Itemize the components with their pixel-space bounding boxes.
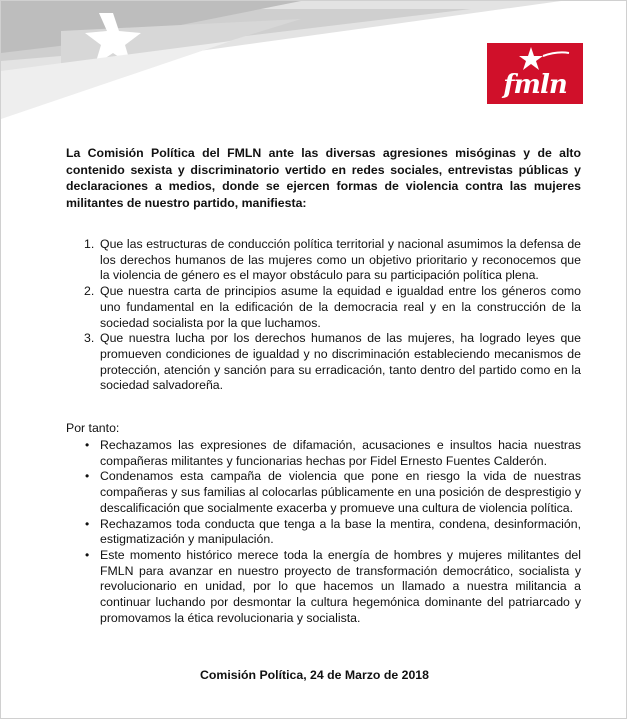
list-text: Que nuestra lucha por los derechos humanos de las mujeres, ha logrado leyes que promueven condiciones de igualdad y no discriminación estableciendo mecanismos de protección, atención y sanción para su erradicación, tanto dentro del partido como en la sociedad salvadoreña.	[100, 331, 581, 393]
list-text: Que las estructuras de conducción política territorial y nacional asumimos la defensa de los derechos humanos de las mujeres como un objetivo prioritario y reconocemos que la violencia de género es el mayor obstáculo para su participación política plena.	[100, 237, 581, 283]
list-item	[66, 284, 581, 331]
logo-text: fmln	[503, 70, 567, 100]
list-item	[66, 469, 581, 516]
list-item	[66, 517, 581, 548]
intro-statement: La Comisión Política del FMLN ante las diversas agresiones misóginas y de alto contenido sexista y discriminatorio vertido en redes sociales, entrevistas públicas y declaraciones a medios, donde se ejercen formas de violencia contra las mujeres militantes de nuestro partido, manifiesta:	[66, 146, 581, 210]
list-text: Que nuestra carta de principios asume la equidad e igualdad entre los géneros como uno fundamental en la edificación de la democracia real y en la construcción de la sociedad socialista por la que luchamos.	[100, 284, 581, 330]
list-item	[66, 237, 581, 284]
fmln-logo	[487, 43, 583, 104]
bullet-icon: •	[85, 469, 90, 484]
list-text: Rechazamos las expresiones de difamación, acusaciones e insultos hacia nuestras compañeras militantes y funcionarias hechas por Fidel Ernesto Fuentes Calderón.	[100, 438, 581, 468]
signature-line: Comisión Política, 24 de Marzo de 2018	[200, 668, 429, 682]
list-item	[66, 548, 581, 627]
list-text: Condenamos esta campaña de violencia que pone en riesgo la vida de nuestras compañeras y sus familias al colocarlas públicamente en una posición de desprestigio y descalificación que socialmente exacerba y promueve una cultura de violencia política.	[100, 469, 581, 515]
bullet-list	[66, 438, 581, 626]
bullet-icon: •	[85, 516, 90, 531]
bullet-icon: •	[85, 438, 90, 452]
list-text: Rechazamos toda conducta que tenga a la base la mentira, condena, desinformación, estigmatización y manipulación.	[100, 516, 581, 547]
list-text: Este momento histórico merece toda la energía de hombres y mujeres militantes del FMLN para avanzar en nuestro proyecto de transformación democrático, socialista y revolucionario en unidad, por lo que hacemos un llamado a nuestra militancia a continuar luchando por desmontar la cultura hegemónica dominante del patriarcado y promovamos la ética revolucionaria y socialista.	[100, 547, 581, 625]
list-item	[66, 331, 581, 394]
bullet-icon: •	[85, 547, 90, 562]
por-tanto-heading: Por tanto:	[66, 421, 120, 435]
list-item	[66, 438, 581, 469]
list-number: 3.	[84, 331, 95, 346]
list-number: 1.	[84, 237, 95, 251]
list-number: 2.	[84, 284, 95, 299]
numbered-list	[66, 237, 581, 394]
